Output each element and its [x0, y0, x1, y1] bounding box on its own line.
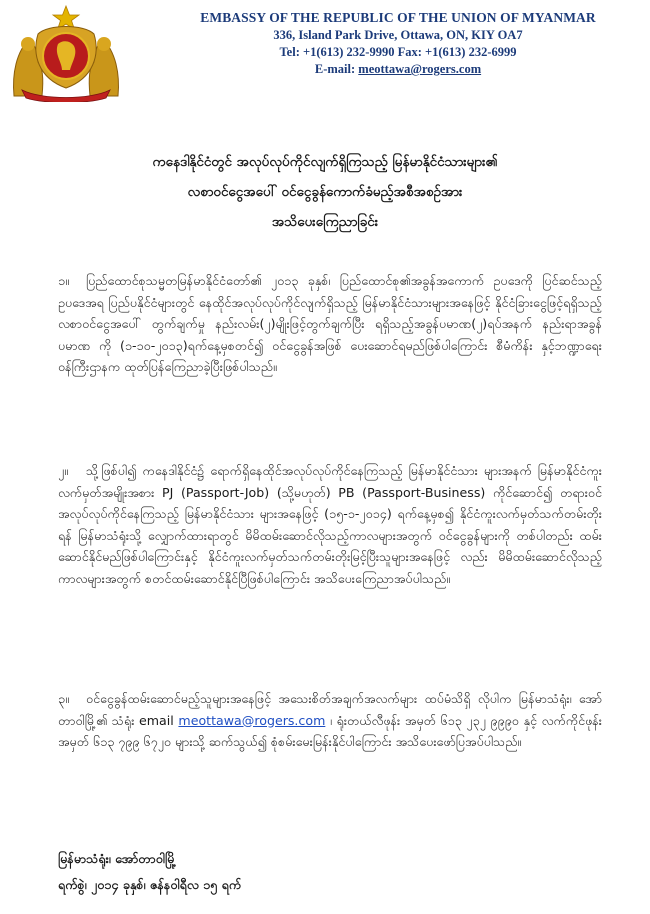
paragraph-number: ၃။: [58, 691, 69, 706]
embassy-phone-fax: Tel: +1(613) 232-9990 Fax: +1(613) 232-6999: [279, 45, 517, 59]
paragraph-1: [58, 270, 602, 378]
title-line-2: လစာဝင်ငွေအပေါ် ဝင်ငွေခွန်ကောက်ခံမည့်အစီအစဉ်အား: [187, 184, 463, 200]
signature-block: [58, 846, 458, 898]
letterhead: [8, 4, 642, 104]
paragraph-number: ၁။: [58, 273, 69, 288]
document-title: [40, 147, 610, 237]
email-label: E-mail:: [314, 62, 359, 76]
embassy-title: EMBASSY OF THE REPUBLIC OF THE UNION OF MYANMAR: [200, 10, 596, 25]
signature-date: ရက်စွဲ၊ ၂၀၁၄ ခုနှစ်၊ ဇန်နဝါရီလ ၁၅ ရက်: [58, 877, 242, 892]
paragraph-2: [58, 460, 602, 589]
signature-office: မြန်မာသံရုံး၊ အော်တာဝါမြို့: [58, 851, 177, 866]
title-line-1: ကနေဒါနိုင်ငံတွင် အလုပ်လုပ်ကိုင်လျက်ရှိကြသည့် မြန်မာနိုင်ငံသားများ၏: [152, 154, 498, 170]
embassy-email: [158, 62, 638, 77]
paragraph-text: ပြည်ထောင်စုသမ္မတမြန်မာနိုင်ငံတော်၏ ၂၀၁၃ ခုနှစ်၊ ပြည်ထောင်စု၏အခွန်အကောက် ဥပဒေကို ပြင်ဆင်သည့်ဥပဒေအရ ပြည်ပနိုင်ငံများတွင် နေထိုင်အလုပ်လုပ်ကိုင်လျက်ရှိသည့် မြန်မာနိုင်ငံသားများအနေဖြင့် နိုင်ငံခြားငွေဖြင့်ရရှိသည့်လစာဝင်ငွေအပေါ် တွက်ချက်မှု နည်းလမ်း(၂)မျိုးဖြင့်တွက်ချက်ပြီး ရရှိသည့်အခွန်ပမာဏ(၂)ရပ်အနက် နည်းရာအခွန်ပမာဏ ကို (၁-၁၀-၂၀၁၃)ရက်နေ့မှစတင်၍ ဝင်ငွေခွန်အဖြစ် ပေးဆောင်ရမည်ဖြစ်ပါကြောင်း စီမံကိန်း နှင့်ဘဏ္ဍာရေးဝန်ကြီးဌာနက ထုတ်ပြန်ကြေညာခဲ့ပြီးဖြစ်ပါသည်။: [58, 273, 602, 374]
title-line-3: အသိပေးကြေညာခြင်း: [271, 214, 379, 230]
email-link[interactable]: meottawa@rogers.com: [358, 62, 482, 76]
paragraph-3: [58, 688, 602, 753]
letterhead-text: [158, 10, 638, 77]
paragraph-number: ၂။: [58, 463, 68, 478]
paragraph-text: သို့ဖြစ်ပါ၍ ကနေဒါနိုင်ငံ၌ ရောက်ရှိနေထိုင်အလုပ်လုပ်ကိုင်နေကြသည့် မြန်မာနိုင်ငံသား များအနက် မြန်မာနိုင်ငံကူးလက်မှတ်အမျိုးအစား PJ (Passport-Job) (သို့မဟုတ်) PB (Passport-Business) ကိုင်ဆောင်၍ တရားဝင်အလုပ်လုပ်ကိုင်နေကြသည့် မြန်မာနိုင်ငံသား များအနေဖြင့် (၁၅-၁-၂၀၁၄) ရက်နေ့မှစ၍ နိုင်ငံကူးလက်မှတ်သက်တမ်းတိုးရန် မြန်မာသံရုံးသို့ လျှောက်ထားရာတွင် မိမိထမ်းဆောင်လိုသည့်ကာလများအတွက် ဝင်ငွေခွန်များကို တစ်ပါတည်း ထမ်းဆောင်နိုင်မည်ဖြစ်ပါကြောင်းနှင့် နိုင်ငံကူးလက်မှတ်သက်တမ်းတိုးမြင့်ပြီးသူများအနေဖြင့် လည်း မိမိထမ်းဆောင်လိုသည့်ကာလများအတွက် စတင်ထမ်းဆောင်နိုင်ပြီဖြစ်ပါကြောင်း အသိပေးကြေညာအပ်ပါသည်။: [58, 463, 602, 586]
myanmar-state-seal-icon: [8, 4, 124, 102]
contact-email-link[interactable]: meottawa@rogers.com: [178, 712, 326, 728]
embassy-address: 336, Island Park Drive, Ottawa, ON, KIY OA7: [273, 28, 523, 42]
paragraph-text-end: ၊ ရုံးတယ်လီဖုန်း အမှတ် ၆၁၃ ၂၃၂ ၉၉၉၀ နှင့် လက်ကိုင်ဖုန်းအမှတ် ၆၁၃ ၇၉၉ ၆၇၂၀ များသို့ ဆက်သွယ်၍ စုံစမ်းမေးမြန်းနိုင်ပါကြောင်း အသိပေးဖော်ပြအပ်ပါသည်။: [58, 712, 602, 749]
paragraph-text-start: ဝင်ငွေခွန်ထမ်းဆောင်မည့်သူများအနေဖြင့် အသေးစိတ်အချက်အလက်များ ထပ်မံသိရှိ လိုပါက မြန်မာသံရုံး၊ အော်တာဝါမြို့၏ သံရုံး email: [58, 691, 602, 728]
